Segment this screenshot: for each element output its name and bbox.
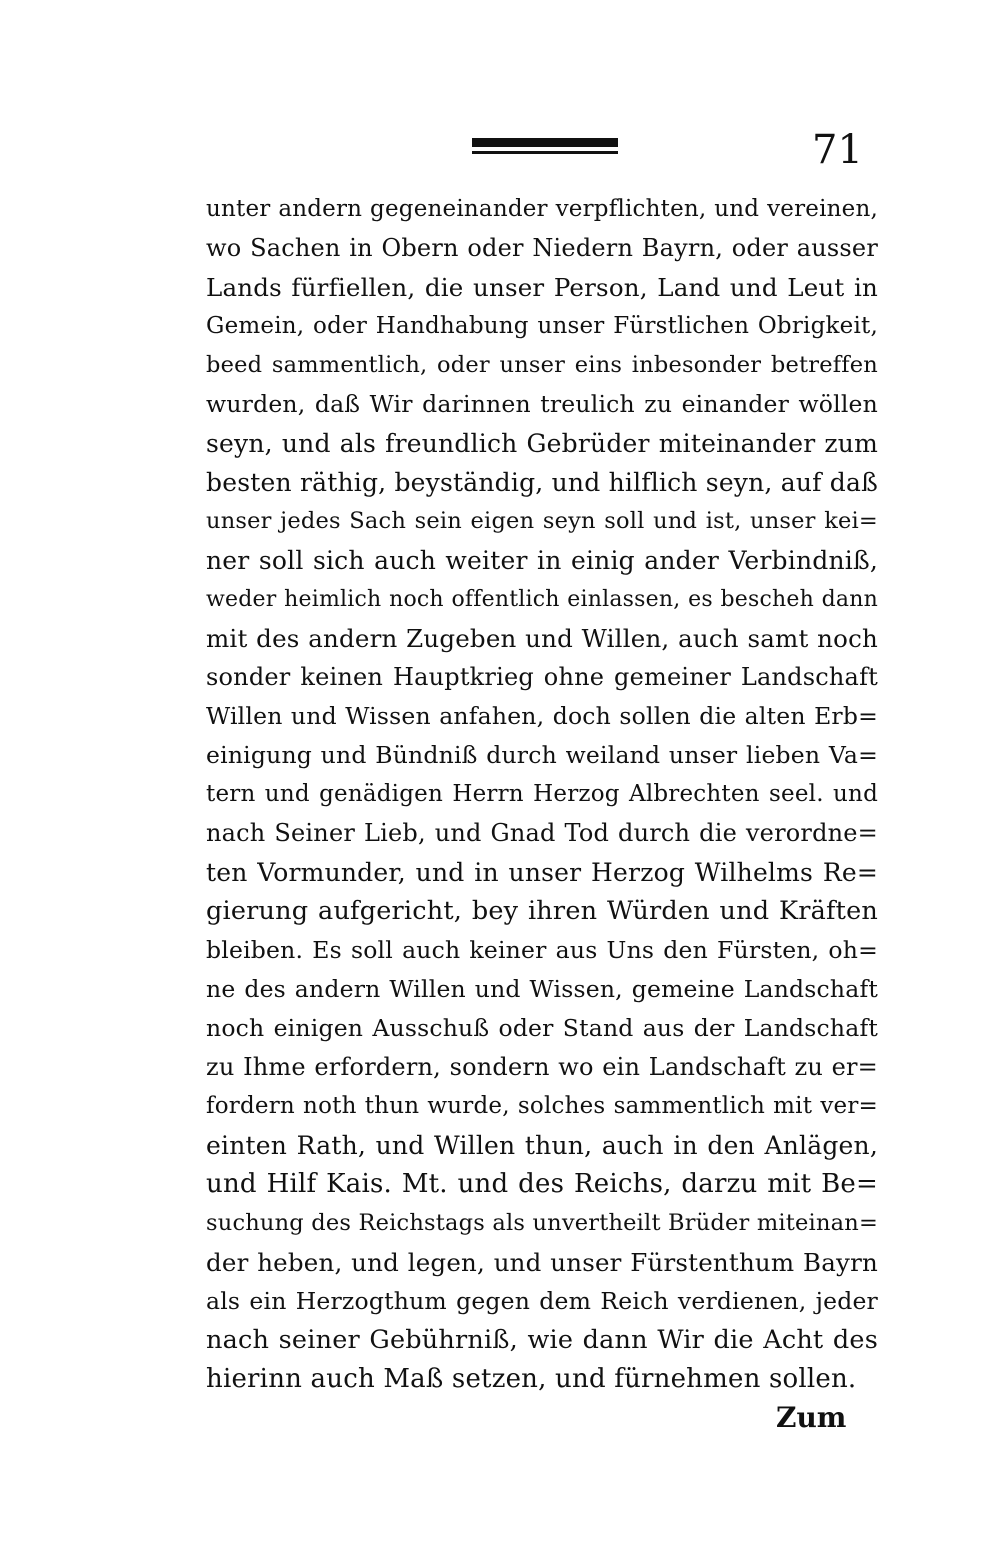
text-line: tern und genädigen Herrn Herzog Albrechten seel. und [206, 781, 878, 807]
text-line: und Hilf Kais. Mt. und des Reichs, darzu mit Be= [206, 1169, 878, 1199]
text-line: ne des andern Willen und Wissen, gemeine Landschaft [206, 975, 878, 1003]
text-line: ner soll sich auch weiter in einig ander Verbindniß, [206, 546, 878, 575]
text-line: seyn, und als freundlich Gebrüder miteinander zum [206, 429, 878, 458]
text-line: Willen und Wissen anfahen, doch sollen die alten Erb= [206, 702, 878, 730]
text-line: beed sammentlich, oder unser eins inbesonder betreffen [206, 352, 878, 378]
text-line: weder heimlich noch offentlich einlassen, es bescheh dann [206, 587, 878, 612]
catchword: Zum [776, 1401, 847, 1434]
text-line: einigung und Bündniß durch weiland unser lieben Va= [206, 741, 878, 769]
text-line-last: hierinn auch Maß setzen, und fürnehmen sollen. [206, 1364, 857, 1394]
text-line: sonder keinen Hauptkrieg ohne gemeiner Landschaft [206, 663, 878, 691]
text-line: zu Ihme erfordern, sondern wo ein Landschaft zu er= [206, 1053, 878, 1081]
text-line: nach Seiner Lieb, und Gnad Tod durch die verordne= [206, 819, 878, 847]
text-line: mit des andern Zugeben und Willen, auch samt noch [206, 624, 878, 653]
text-line: einten Rath, und Willen thun, auch in den Anlägen, [206, 1131, 878, 1160]
text-line: Gemein, oder Handhabung unser Fürstlichen Obrigkeit, [206, 313, 878, 339]
header-rule-thin [472, 151, 618, 154]
text-line: unter andern gegeneinander verpflichten, und vereinen, [206, 196, 878, 222]
page-number: 71 [812, 127, 863, 173]
text-line: bleiben. Es soll auch keiner aus Uns den Fürsten, oh= [206, 936, 878, 964]
text-line: gierung aufgericht, bey ihren Würden und Kräften [206, 896, 878, 926]
header-rule-thick [472, 138, 618, 147]
text-line: nach seiner Gebührniß, wie dann Wir die Acht des [206, 1325, 878, 1355]
text-line: suchung des Reichstags als unvertheilt Brüder miteinan= [206, 1210, 878, 1236]
text-line: als ein Herzogthum gegen dem Reich verdienen, jeder [206, 1287, 878, 1315]
text-line: besten räthig, beyständig, und hilflich seyn, auf daß [206, 468, 878, 497]
header-rule [472, 138, 618, 156]
text-line: fordern noth thun wurde, solches sammentlich mit ver= [206, 1093, 878, 1119]
text-line: unser jedes Sach sein eigen seyn soll und ist, unser kei= [206, 508, 878, 534]
text-line: noch einigen Ausschuß oder Stand aus der Landschaft [206, 1014, 878, 1042]
text-line: wurden, daß Wir darinnen treulich zu einander wöllen [206, 390, 878, 418]
text-line: der heben, und legen, und unser Fürstenthum Bayrn [206, 1248, 878, 1277]
text-line: Lands fürfiellen, die unser Person, Land und Leut in [206, 273, 878, 302]
body-text [206, 190, 878, 1399]
text-line: ten Vormunder, und in unser Herzog Wilhelms Re= [206, 858, 878, 887]
text-line: wo Sachen in Obern oder Niedern Bayrn, oder ausser [206, 234, 878, 262]
